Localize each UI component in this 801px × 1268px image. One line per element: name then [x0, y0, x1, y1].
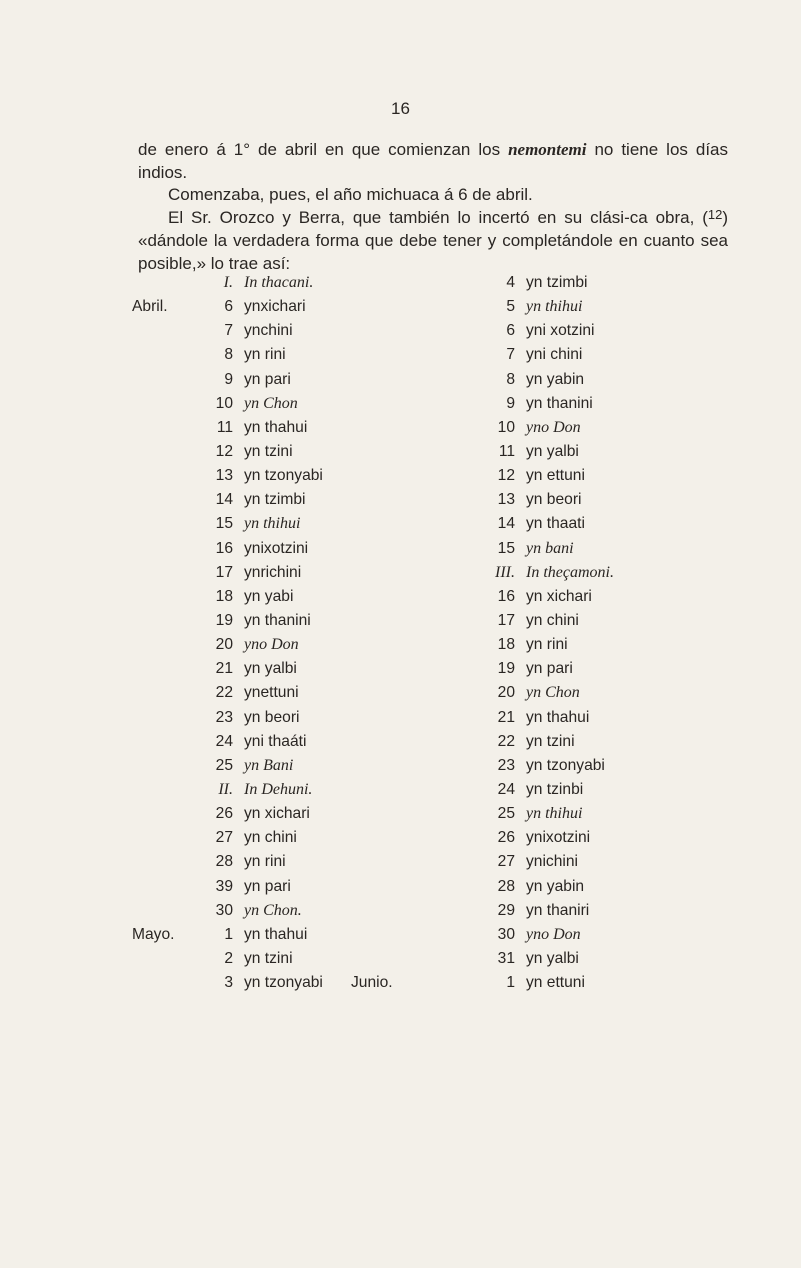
day-name: yn Chon [244, 394, 298, 412]
day-name: yn thahui [244, 418, 308, 436]
day-number: 11 [216, 418, 233, 436]
paragraph-2: Comenzaba, pues, el año michuaca á 6 de abril. [168, 185, 533, 205]
day-name: ynrichini [244, 563, 302, 581]
day-number: 31 [497, 949, 515, 967]
day-number: 27 [215, 829, 233, 847]
day-name: In theçamoni. [526, 563, 614, 581]
day-name: yn thahui [526, 708, 590, 726]
day-number: 14 [215, 491, 233, 509]
day-name: yni chini [526, 346, 583, 364]
day-number: 7 [506, 346, 515, 364]
footnote-reference: 12 [707, 206, 723, 222]
day-name: yn thanini [526, 394, 593, 412]
day-number: 6 [224, 298, 233, 316]
day-name: yn yabin [526, 877, 585, 895]
day-number: 9 [506, 394, 515, 412]
day-number: 11 [498, 442, 515, 460]
day-name: yn Bani [244, 756, 294, 774]
day-name: yn tzimbi [526, 274, 588, 291]
day-name: yno Don [526, 925, 581, 943]
day-name: yn rini [526, 636, 568, 654]
day-name: ynixotzini [526, 829, 591, 847]
day-number: 10 [215, 394, 233, 412]
day-number: 20 [497, 684, 515, 702]
day-number: 22 [497, 732, 515, 750]
day-number: 13 [215, 467, 233, 485]
day-name: yn pari [244, 370, 291, 388]
day-number: III. [495, 563, 515, 581]
day-name: yn tzini [526, 732, 575, 750]
day-number: 24 [215, 732, 233, 750]
day-name: In Dehuni. [244, 780, 313, 798]
day-name: yn tzini [244, 949, 293, 967]
day-name: yn yabi [244, 587, 294, 605]
day-number: 6 [506, 322, 515, 340]
day-name: yn rini [244, 853, 286, 871]
intro-text [138, 139, 728, 276]
day-number: 21 [497, 708, 515, 726]
day-name: yn xichari [244, 805, 310, 823]
day-number: 4 [506, 274, 515, 291]
day-name: yn rini [244, 346, 286, 364]
day-name: yn thaati [526, 515, 585, 533]
day-number: 28 [215, 853, 233, 871]
day-number: 29 [497, 901, 515, 919]
day-name: yn Chon. [244, 901, 302, 919]
paragraph-3-end: ) «dándole la verdadera forma que debe tener y completándole en cuanto sea posible,» lo trae así: [138, 207, 728, 273]
day-number: 12 [497, 467, 515, 485]
day-name: yn tzonyabi [244, 974, 323, 992]
day-name: yn yalbi [526, 442, 579, 460]
day-number: 12 [215, 442, 233, 460]
day-name: yn thihui [526, 805, 583, 823]
day-number: 10 [497, 418, 515, 436]
day-number: 13 [497, 491, 515, 509]
day-name: yn beori [526, 491, 582, 509]
page-number: 16 [391, 99, 410, 118]
paragraph-3-start: El Sr. Orozco y Berra, que también lo incertó en su clási-ca obra, ( [168, 207, 708, 227]
day-number: 39 [215, 877, 233, 895]
day-number: 25 [497, 805, 515, 823]
day-number: 9 [224, 370, 233, 388]
day-number: II. [218, 780, 233, 798]
day-number: 28 [497, 877, 515, 895]
day-name: yn tzonyabi [526, 756, 605, 774]
month-label: Abril. [132, 298, 168, 316]
day-number: 14 [497, 515, 515, 533]
day-name: yn chini [526, 611, 579, 629]
day-name: yn beori [244, 708, 300, 726]
month-label: Mayo. [132, 925, 175, 943]
day-name: yn chini [244, 829, 297, 847]
day-name: yn bani [526, 539, 574, 557]
day-number: 20 [215, 636, 233, 654]
day-name: yn ettuni [526, 974, 585, 992]
day-number: 26 [215, 805, 233, 823]
day-name: yno Don [244, 636, 299, 654]
day-number: 26 [497, 829, 515, 847]
day-number: 8 [224, 346, 233, 364]
day-name: yn yalbi [526, 949, 579, 967]
paragraph-1 [138, 139, 728, 184]
day-number: 19 [215, 611, 233, 629]
day-name: yn Chon [526, 684, 580, 702]
day-number: 23 [215, 708, 233, 726]
day-number: 5 [506, 298, 515, 316]
day-name: yn thihui [244, 515, 301, 533]
day-number: 19 [497, 660, 515, 678]
day-number: 16 [215, 539, 233, 557]
paragraph-1-end: no tiene los días indios. [138, 140, 729, 182]
day-number: I. [223, 274, 233, 291]
day-number: 16 [497, 587, 515, 605]
day-number: 23 [497, 756, 515, 774]
day-number: 30 [497, 925, 515, 943]
day-name: yn yalbi [244, 660, 297, 678]
day-number: 24 [497, 780, 515, 798]
day-name: yni xotzini [526, 322, 595, 340]
day-number: 30 [215, 901, 233, 919]
paragraph-1-start: de enero á 1° de abril en que comienzan los [138, 140, 509, 159]
day-number: 8 [506, 370, 515, 388]
day-number: 27 [497, 853, 515, 871]
day-number: 17 [215, 563, 233, 581]
paragraph-3 [138, 207, 728, 276]
day-number: 15 [497, 539, 515, 557]
day-name: yni thaáti [244, 732, 307, 750]
day-number: 17 [497, 611, 515, 629]
day-number: 1 [224, 925, 233, 943]
day-name: yn yabin [526, 370, 585, 388]
nemontemi-term: nemontemi [508, 140, 587, 159]
day-name: yn thihui [526, 298, 583, 316]
day-name: yn tzini [244, 442, 293, 460]
day-name: ynichini [526, 853, 579, 871]
day-name: ynxichari [244, 298, 306, 316]
day-name: yn tzinbi [526, 780, 584, 798]
day-name: yn tzimbi [244, 491, 306, 509]
day-name: yn ettuni [526, 467, 585, 485]
day-number: 22 [215, 684, 233, 702]
day-name: yn pari [526, 660, 573, 678]
day-number: 18 [215, 587, 233, 605]
day-name: ynixotzini [244, 539, 309, 557]
day-number: 18 [497, 636, 515, 654]
day-name: ynettuni [244, 684, 299, 702]
day-name: yn tzonyabi [244, 467, 323, 485]
day-name: yn thanini [244, 611, 311, 629]
day-number: 21 [215, 660, 233, 678]
day-name: ynchini [244, 322, 293, 340]
day-name: yn thaniri [526, 901, 590, 919]
day-number: 25 [215, 756, 233, 774]
day-number: 1 [506, 974, 515, 992]
day-name: In thacani. [244, 274, 314, 291]
day-name: yn thahui [244, 925, 308, 943]
day-number: 2 [224, 949, 233, 967]
month-label: Junio. [351, 974, 393, 992]
day-name: yn xichari [526, 587, 592, 605]
day-name: yno Don [526, 418, 581, 436]
day-number: 15 [215, 515, 233, 533]
day-number: 3 [224, 974, 233, 992]
day-name: yn pari [244, 877, 291, 895]
day-number: 7 [224, 322, 233, 340]
